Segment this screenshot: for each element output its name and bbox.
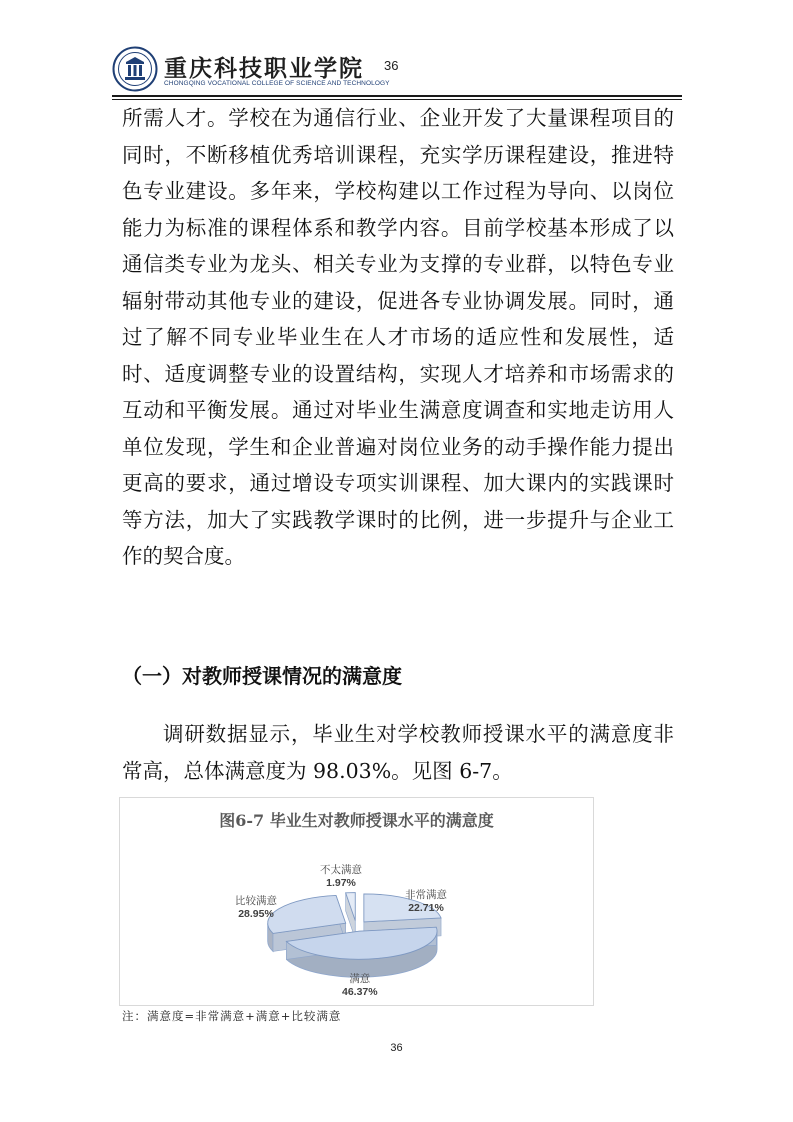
chart-title: 图6-7 毕业生对教师授课水平的满意度: [219, 811, 494, 830]
pie-slice-value: 22.71%: [408, 902, 444, 914]
header-rule-thick: [112, 95, 682, 97]
pie-slice-value: 1.97%: [326, 877, 356, 889]
pie-slice-name: 不太满意: [320, 864, 362, 876]
pie-slice-name: 满意: [349, 973, 371, 985]
body-paragraph-2: 调研数据显示，毕业生对学校教师授课水平的满意度非常高，总体满意度为 98.03%。见图 6-7。: [122, 722, 674, 783]
pie-slice-name: 非常满意: [405, 889, 447, 901]
pie-slice-label: [320, 864, 362, 890]
school-name-cn: 重庆科技职业学院: [164, 55, 364, 82]
pie-chart: [119, 797, 594, 1006]
pie-slice-value: 28.95%: [238, 908, 274, 920]
body-paragraph-1: 所需人才。学校在为通信行业、企业开发了大量课程项目的同时，不断移植优秀培训课程，充实学历课程建设，推进特色专业建设。多年来，学校构建以工作过程为导向、以岗位能力为标准的课程体系和教学内容。目前学校基本形成了以通信类专业为龙头、相关专业为支撑的专业群，以特色专业辐射带动其他专业的建设，促进各专业协调发展。同时，通过了解不同专业毕业生在人才市场的适应性和发展性，适时、适度调整专业的设置结构，实现人才培养和市场需求的互动和平衡发展。通过对毕业生满意度调查和实地走访用人单位发现，学生和企业普遍对岗位业务的动手操作能力提出更高的要求，通过增设专项实训课程、加大课内的实践课时等方法，加大了实践教学课时的比例，进一步提升与企业工作的契合度。: [122, 106, 674, 568]
pie-slice-value: 46.37%: [342, 986, 378, 998]
pie-slice-label: [342, 973, 378, 999]
footer-page-number: 36: [390, 1042, 403, 1054]
school-logo-icon: [112, 46, 158, 92]
chart-note: 注：满意度=非常满意+满意+比较满意: [122, 1009, 342, 1023]
pie-slice-label: [405, 889, 447, 915]
school-name-en: CHONGQING VOCATIONAL COLLEGE OF SCIENCE AND TECHNOLOGY: [164, 80, 390, 87]
pie-slice-label: [235, 895, 277, 921]
header-page-number: 36: [384, 58, 399, 73]
section-heading: （一）对教师授课情况的满意度: [122, 664, 402, 688]
pie-slice-name: 比较满意: [235, 895, 277, 907]
page-header: [112, 44, 682, 94]
